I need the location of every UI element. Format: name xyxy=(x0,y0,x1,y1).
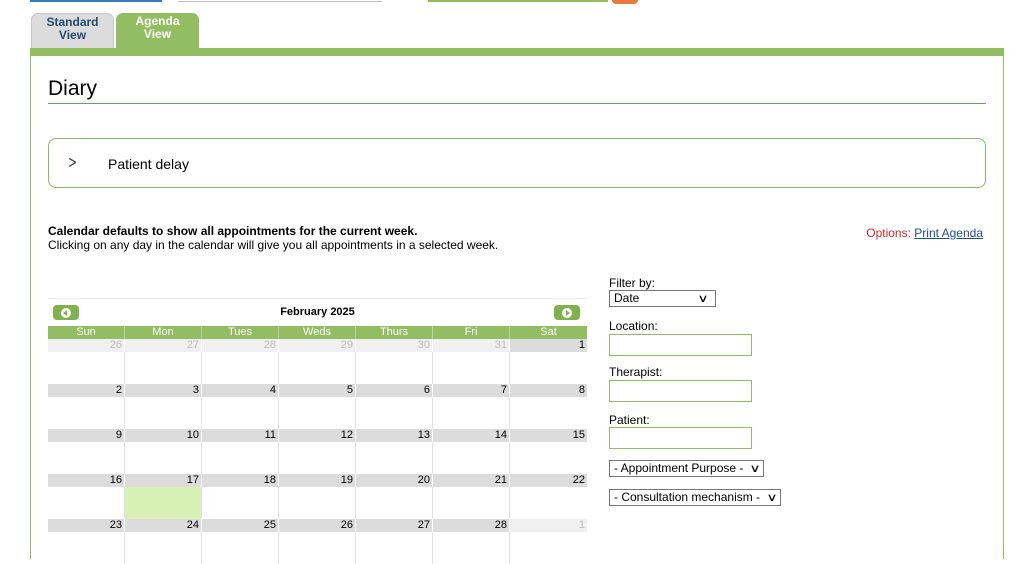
calendar-week xyxy=(48,384,587,429)
patient-label: Patient: xyxy=(609,413,650,427)
day-cell[interactable] xyxy=(202,442,279,474)
filter-by-label: Filter by: xyxy=(609,276,656,290)
day-cell[interactable] xyxy=(433,442,510,474)
day-number[interactable]: 6 xyxy=(356,384,433,397)
day-number-row xyxy=(48,339,587,352)
weekday-header: Thurs xyxy=(356,326,433,339)
day-number-row xyxy=(48,474,587,487)
day-cell[interactable] xyxy=(433,487,510,519)
day-number[interactable]: 25 xyxy=(202,519,279,532)
day-number[interactable]: 1 xyxy=(510,339,587,352)
day-cell[interactable] xyxy=(279,442,356,474)
appointment-purpose-value: - Appointment Purpose - xyxy=(614,461,744,475)
chevron-down-icon: ∨ xyxy=(749,462,762,475)
day-number[interactable]: 30 xyxy=(356,339,433,352)
weekday-header: Weds xyxy=(279,326,356,339)
page-title: Diary xyxy=(48,77,98,100)
header-icon-stub[interactable] xyxy=(612,0,638,4)
day-number[interactable]: 13 xyxy=(356,429,433,442)
day-cell[interactable] xyxy=(510,397,587,429)
day-number[interactable]: 9 xyxy=(48,429,125,442)
header-controls-stub xyxy=(0,0,1024,4)
day-cell[interactable] xyxy=(48,532,125,564)
day-cell[interactable] xyxy=(510,352,587,384)
day-cell[interactable] xyxy=(510,487,587,519)
day-cell[interactable] xyxy=(356,352,433,384)
filter-by-select[interactable] xyxy=(609,290,716,307)
weekday-header: Fri xyxy=(433,326,510,339)
therapist-input[interactable] xyxy=(609,380,752,402)
day-cell[interactable] xyxy=(48,352,125,384)
appointment-purpose-select[interactable] xyxy=(609,460,764,477)
day-cell[interactable] xyxy=(356,487,433,519)
day-cell[interactable] xyxy=(202,487,279,519)
location-label: Location: xyxy=(609,319,658,333)
filter-by-value: Date xyxy=(614,291,640,305)
day-number[interactable]: 26 xyxy=(48,339,125,352)
day-cell[interactable] xyxy=(433,352,510,384)
chevron-right-icon: > xyxy=(68,152,78,173)
day-number[interactable]: 7 xyxy=(433,384,510,397)
accordion-label: Patient delay xyxy=(108,156,189,172)
day-number[interactable]: 28 xyxy=(433,519,510,532)
day-cell[interactable] xyxy=(202,352,279,384)
patient-delay-accordion[interactable] xyxy=(48,138,986,188)
day-number[interactable]: 31 xyxy=(433,339,510,352)
day-number[interactable]: 1 xyxy=(510,519,587,532)
header-input-stub[interactable] xyxy=(178,0,382,2)
consultation-mechanism-select[interactable] xyxy=(609,489,781,506)
day-cell[interactable] xyxy=(202,397,279,429)
calendar-intro-text: Clicking on any day in the calendar will give you all appointments in a selected week. xyxy=(48,238,499,252)
day-cell[interactable] xyxy=(279,397,356,429)
calendar-week xyxy=(48,474,587,519)
day-number[interactable]: 11 xyxy=(202,429,279,442)
day-cell[interactable] xyxy=(48,397,125,429)
weekday-header: Mon xyxy=(125,326,202,339)
day-number[interactable]: 8 xyxy=(510,384,587,397)
consultation-mechanism-value: - Consultation mechanism - xyxy=(614,490,761,504)
tab-agenda-view[interactable]: Agenda View xyxy=(116,13,199,49)
day-cell[interactable] xyxy=(433,397,510,429)
location-input[interactable] xyxy=(609,334,752,356)
day-number[interactable]: 2 xyxy=(48,384,125,397)
day-number[interactable]: 10 xyxy=(125,429,202,442)
day-cell-row xyxy=(48,442,587,474)
tab-underline-bar xyxy=(30,48,1004,56)
day-number[interactable]: 20 xyxy=(356,474,433,487)
calendar-header xyxy=(48,298,587,326)
day-cell[interactable] xyxy=(433,532,510,564)
day-number-row xyxy=(48,429,587,442)
calendar-intro-heading: Calendar defaults to show all appointments for the current week. xyxy=(48,224,418,238)
day-number[interactable]: 22 xyxy=(510,474,587,487)
print-agenda-link[interactable]: Print Agenda xyxy=(914,226,983,240)
day-number[interactable]: 4 xyxy=(202,384,279,397)
calendar-week xyxy=(48,339,587,384)
day-cell[interactable] xyxy=(48,487,125,519)
today-cell[interactable] xyxy=(125,487,202,519)
calendar xyxy=(48,298,587,564)
calendar-week xyxy=(48,519,587,564)
patient-input[interactable] xyxy=(609,427,752,449)
day-number-row xyxy=(48,384,587,397)
day-number[interactable]: 12 xyxy=(279,429,356,442)
day-cell[interactable] xyxy=(510,442,587,474)
weekday-header: Tues xyxy=(202,326,279,339)
day-number[interactable]: 5 xyxy=(279,384,356,397)
day-number[interactable]: 28 xyxy=(202,339,279,352)
day-cell[interactable] xyxy=(48,442,125,474)
calendar-weeks xyxy=(48,339,587,564)
day-number[interactable]: 17 xyxy=(125,474,202,487)
options-area xyxy=(866,226,983,240)
day-cell[interactable] xyxy=(356,397,433,429)
day-cell[interactable] xyxy=(279,532,356,564)
day-number[interactable]: 21 xyxy=(433,474,510,487)
day-cell-row xyxy=(48,532,587,564)
day-number[interactable]: 14 xyxy=(433,429,510,442)
tab-standard-view[interactable]: Standard View xyxy=(31,13,114,49)
day-number[interactable]: 19 xyxy=(279,474,356,487)
options-label: Options: xyxy=(866,226,911,240)
day-number-row xyxy=(48,519,587,532)
arrow-right-icon xyxy=(562,308,572,318)
chevron-down-icon: ∨ xyxy=(697,292,709,305)
calendar-week xyxy=(48,429,587,474)
day-cell[interactable] xyxy=(356,442,433,474)
day-number[interactable]: 24 xyxy=(125,519,202,532)
therapist-label: Therapist: xyxy=(609,365,663,379)
day-cell[interactable] xyxy=(125,397,202,429)
day-number[interactable]: 26 xyxy=(279,519,356,532)
weekday-header: Sat xyxy=(540,326,557,338)
day-number[interactable]: 27 xyxy=(125,339,202,352)
day-cell-row xyxy=(48,352,587,384)
day-cell[interactable] xyxy=(279,352,356,384)
day-number[interactable]: 23 xyxy=(48,519,125,532)
day-cell[interactable] xyxy=(125,352,202,384)
day-number[interactable]: 16 xyxy=(48,474,125,487)
day-cell-row xyxy=(48,397,587,429)
day-cell[interactable] xyxy=(510,532,587,564)
day-cell[interactable] xyxy=(279,487,356,519)
title-divider xyxy=(48,103,986,104)
day-number[interactable]: 15 xyxy=(510,429,587,442)
day-cell[interactable] xyxy=(356,532,433,564)
chevron-down-icon: ∨ xyxy=(766,491,778,504)
day-cell[interactable] xyxy=(125,532,202,564)
weekday-header: Sun xyxy=(48,326,125,339)
day-number[interactable]: 18 xyxy=(202,474,279,487)
day-cell[interactable] xyxy=(202,532,279,564)
header-bar-stub[interactable] xyxy=(428,0,608,2)
header-button-stub[interactable] xyxy=(30,0,162,2)
month-title: February 2025 xyxy=(280,306,355,318)
day-cell-row xyxy=(48,487,587,519)
day-number[interactable]: 3 xyxy=(125,384,202,397)
day-number[interactable]: 29 xyxy=(279,339,356,352)
day-cell[interactable] xyxy=(125,442,202,474)
next-month-button[interactable] xyxy=(554,305,580,320)
day-number[interactable]: 27 xyxy=(356,519,433,532)
weekday-header-row xyxy=(48,326,587,339)
